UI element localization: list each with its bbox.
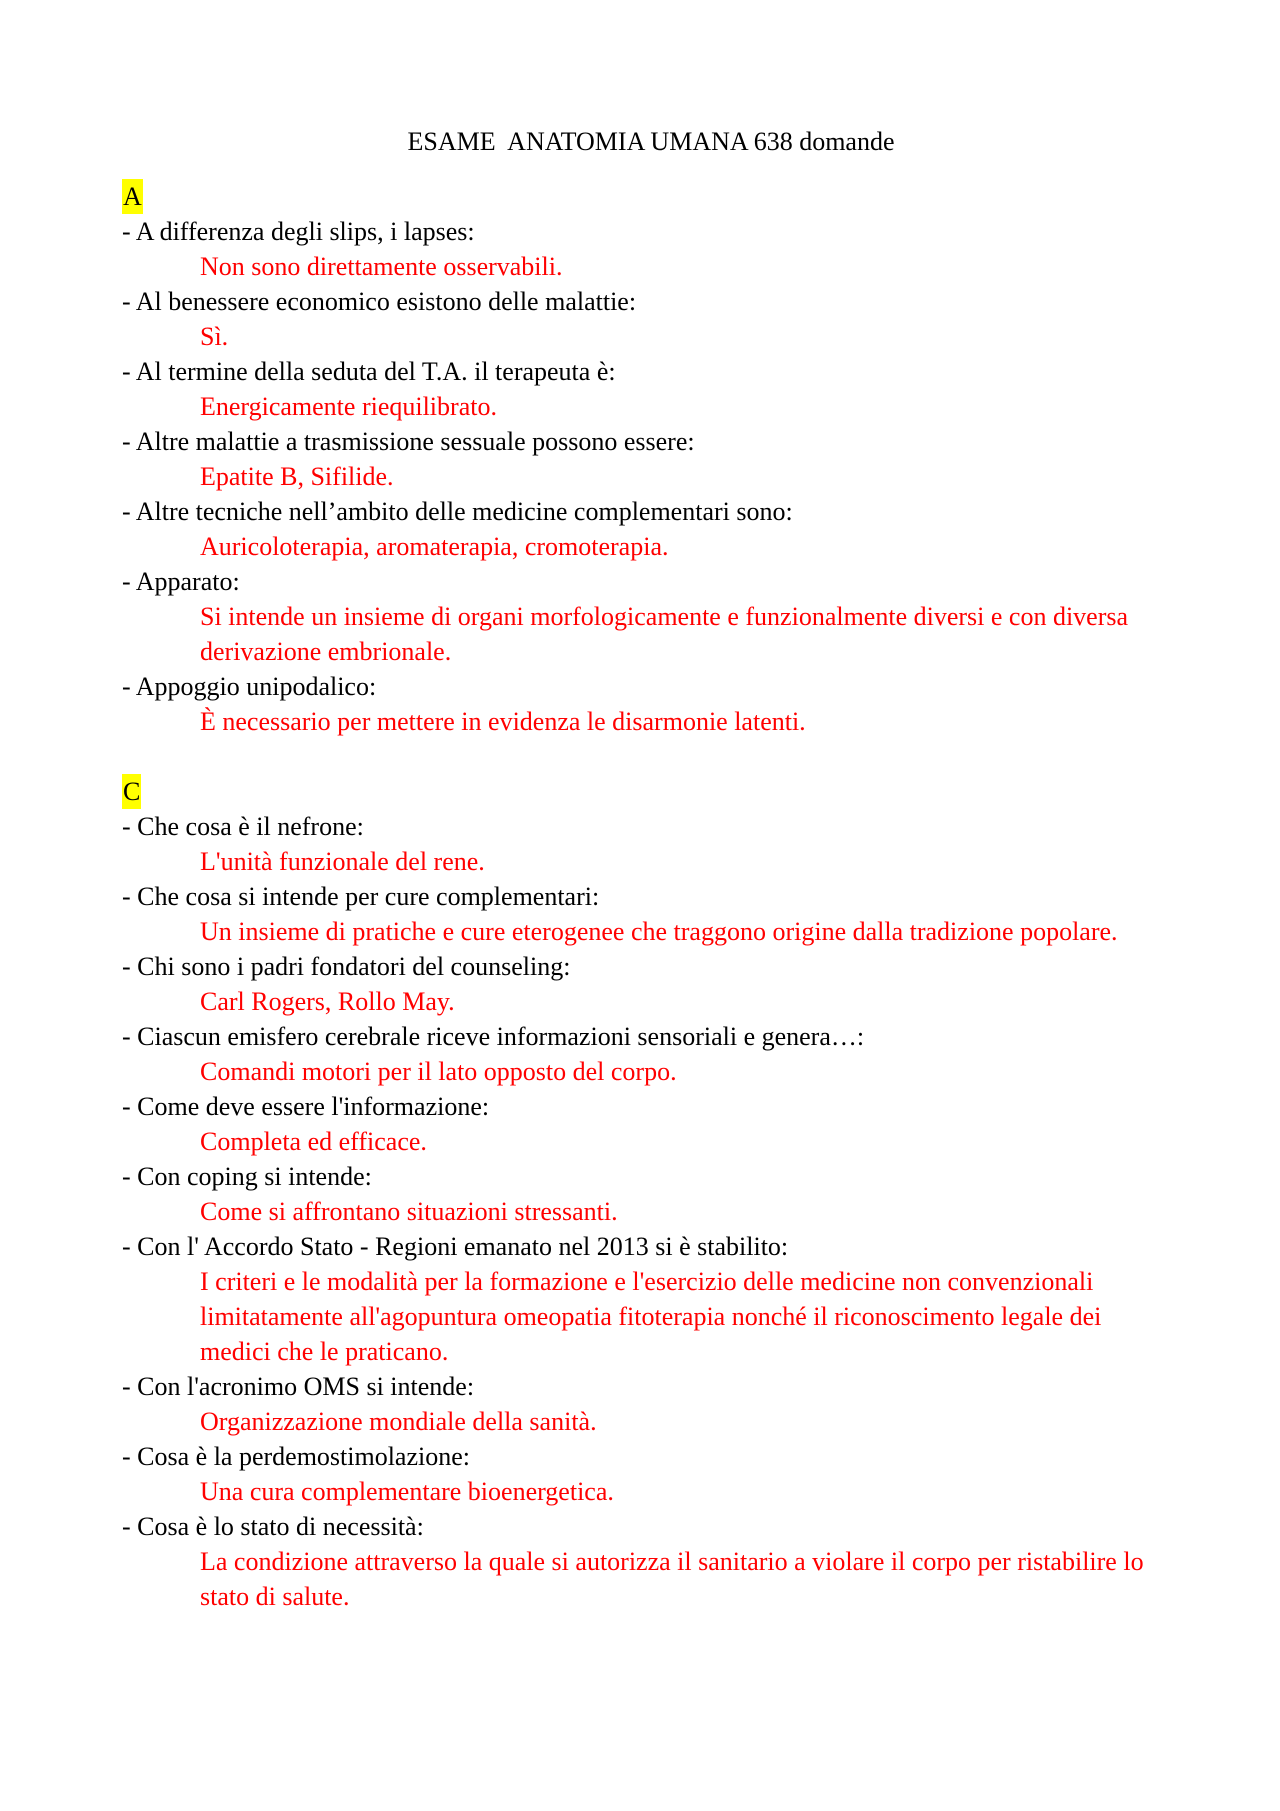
section-heading xyxy=(122,774,1160,809)
answer-text: Energicamente riequilibrato. xyxy=(200,392,497,421)
answer-text: L'unità funzionale del rene. xyxy=(200,847,485,876)
answer-text: Completa ed efficace. xyxy=(200,1127,427,1156)
question-text: - Chi sono i padri fondatori del counseling: xyxy=(122,952,571,981)
question-text: - Apparato: xyxy=(122,567,240,596)
question-text: - Con l'acronimo OMS si intende: xyxy=(122,1372,475,1401)
qa-item xyxy=(122,354,1160,424)
qa-item xyxy=(122,879,1160,949)
qa-item xyxy=(122,669,1160,739)
answer-text: Auricoloterapia, aromaterapia, cromoterapia. xyxy=(200,532,669,561)
question-text: - Appoggio unipodalico: xyxy=(122,672,377,701)
qa-item xyxy=(122,564,1160,669)
question-text: - Come deve essere l'informazione: xyxy=(122,1092,490,1121)
answer-text: Comandi motori per il lato opposto del corpo. xyxy=(200,1057,677,1086)
answer-text: Carl Rogers, Rollo May. xyxy=(200,987,455,1016)
qa-item xyxy=(122,494,1160,564)
qa-item xyxy=(122,1089,1160,1159)
section-heading xyxy=(122,179,1160,214)
question-text: - Altre malattie a trasmissione sessuale possono essere: xyxy=(122,427,695,456)
qa-item xyxy=(122,284,1160,354)
qa-item xyxy=(122,424,1160,494)
question-text: - Che cosa è il nefrone: xyxy=(122,812,364,841)
answer-text: Un insieme di pratiche e cure eterogenee che traggono origine dalla tradizione popolare. xyxy=(200,917,1118,946)
qa-item xyxy=(122,1509,1160,1614)
answer-text: Non sono direttamente osservabili. xyxy=(200,252,563,281)
question-text: - Cosa è la perdemostimolazione: xyxy=(122,1442,471,1471)
qa-item xyxy=(122,1159,1160,1229)
qa-item xyxy=(122,1019,1160,1089)
document-title: ESAME ANATOMIA UMANA 638 domande xyxy=(407,127,895,156)
answer-text: La condizione attraverso la quale si autorizza il sanitario a violare il corpo per ristabilire lo stato di salute. xyxy=(200,1547,1144,1611)
section-a xyxy=(122,179,1160,739)
qa-item xyxy=(122,1229,1160,1369)
sections-container xyxy=(122,179,1160,1614)
qa-item xyxy=(122,809,1160,879)
answer-text: Sì. xyxy=(200,322,229,351)
question-text: - Altre tecniche nell’ambito delle medicine complementari sono: xyxy=(122,497,793,526)
answer-text: Come si affrontano situazioni stressanti. xyxy=(200,1197,618,1226)
answer-text: Organizzazione mondiale della sanità. xyxy=(200,1407,597,1436)
question-text: - Al termine della seduta del T.A. il terapeuta è: xyxy=(122,357,616,386)
answer-text: Una cura complementare bioenergetica. xyxy=(200,1477,614,1506)
question-text: - Con l' Accordo Stato - Regioni emanato nel 2013 si è stabilito: xyxy=(122,1232,789,1261)
qa-item xyxy=(122,1369,1160,1439)
answer-text: Si intende un insieme di organi morfologicamente e funzionalmente diversi e con diversa derivazione embrionale. xyxy=(200,602,1129,666)
section-letter: A xyxy=(122,179,143,214)
answer-text: I criteri e le modalità per la formazione e l'esercizio delle medicine non convenzionali limitatamente all'agopuntura omeopatia fitoterapia nonché il riconoscimento legale dei medici che le praticano. xyxy=(200,1267,1102,1366)
question-text: - Cosa è lo stato di necessità: xyxy=(122,1512,424,1541)
qa-item xyxy=(122,1439,1160,1509)
question-text: - Ciascun emisfero cerebrale riceve informazioni sensoriali e genera…: xyxy=(122,1022,865,1051)
section-letter: C xyxy=(122,774,141,809)
answer-text: È necessario per mettere in evidenza le disarmonie latenti. xyxy=(200,707,806,736)
section-c xyxy=(122,774,1160,1614)
question-text: - A differenza degli slips, i lapses: xyxy=(122,217,475,246)
question-text: - Che cosa si intende per cure complementari: xyxy=(122,882,600,911)
question-text: - Al benessere economico esistono delle malattie: xyxy=(122,287,637,316)
qa-item xyxy=(122,214,1160,284)
answer-text: Epatite B, Sifilide. xyxy=(200,462,394,491)
question-text: - Con coping si intende: xyxy=(122,1162,372,1191)
qa-item xyxy=(122,949,1160,1019)
